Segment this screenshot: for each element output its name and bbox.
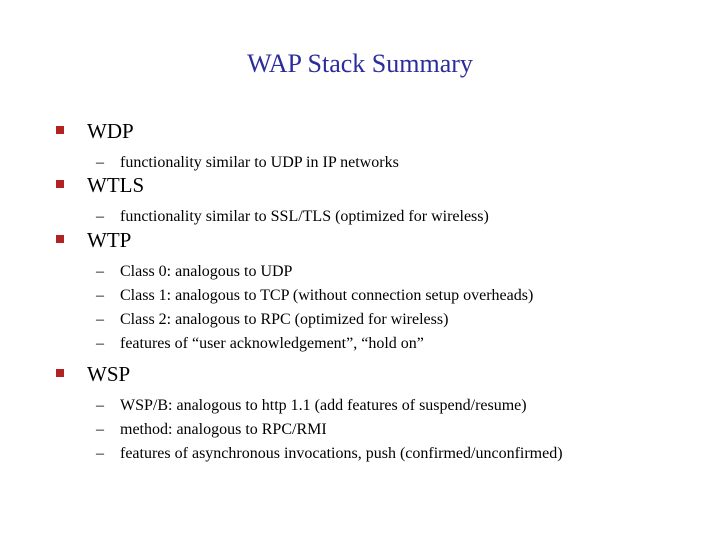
sub-bullet-text: functionality similar to UDP in IP networks [120,154,399,171]
sub-bullet [56,284,706,308]
dash-marker: – [96,445,104,462]
slide-title: WAP Stack Summary [247,49,473,78]
square-bullet-icon [56,369,64,377]
sub-bullet-text: Class 0: analogous to UDP [120,263,293,280]
sub-bullet-text: features of asynchronous invocations, push (confirmed/unconfirmed) [120,445,563,462]
sub-bullet [56,442,706,466]
section-wsp [56,359,706,466]
bullet-wdp [56,116,706,146]
sub-bullet [56,418,706,442]
sub-bullet-text: Class 2: analogous to RPC (optimized for wireless) [120,311,449,328]
sub-bullet-text: WSP/B: analogous to http 1.1 (add features of suspend/resume) [120,397,527,414]
dash-marker: – [96,335,104,352]
bullet-heading: WSP [87,362,131,386]
square-bullet-icon [56,235,64,243]
sub-bullet-text: functionality similar to SSL/TLS (optimized for wireless) [120,208,489,225]
sub-bullet-text: method: analogous to RPC/RMI [120,421,327,438]
bullet-heading: WTLS [87,173,145,197]
sub-bullet [56,308,706,332]
sub-bullet-text: Class 1: analogous to TCP (without connection setup overheads) [120,287,534,304]
bullet-heading: WDP [87,119,134,143]
section-wtls [56,170,706,229]
dash-marker: – [96,154,104,171]
dash-marker: – [96,397,104,414]
bullet-wsp [56,359,706,389]
sub-bullet [56,260,706,284]
section-wtp [56,225,706,356]
dash-marker: – [96,421,104,438]
dash-marker: – [96,263,104,280]
square-bullet-icon [56,180,64,188]
bullet-heading: WTP [87,228,132,252]
square-bullet-icon [56,126,64,134]
sub-bullet [56,332,706,356]
bullet-wtls [56,170,706,200]
dash-marker: – [96,208,104,225]
dash-marker: – [96,311,104,328]
bullet-wtp [56,225,706,255]
sub-bullet [56,394,706,418]
section-wdp [56,116,706,175]
dash-marker: – [96,287,104,304]
sub-bullet-text: features of “user acknowledgement”, “hold on” [120,335,424,352]
